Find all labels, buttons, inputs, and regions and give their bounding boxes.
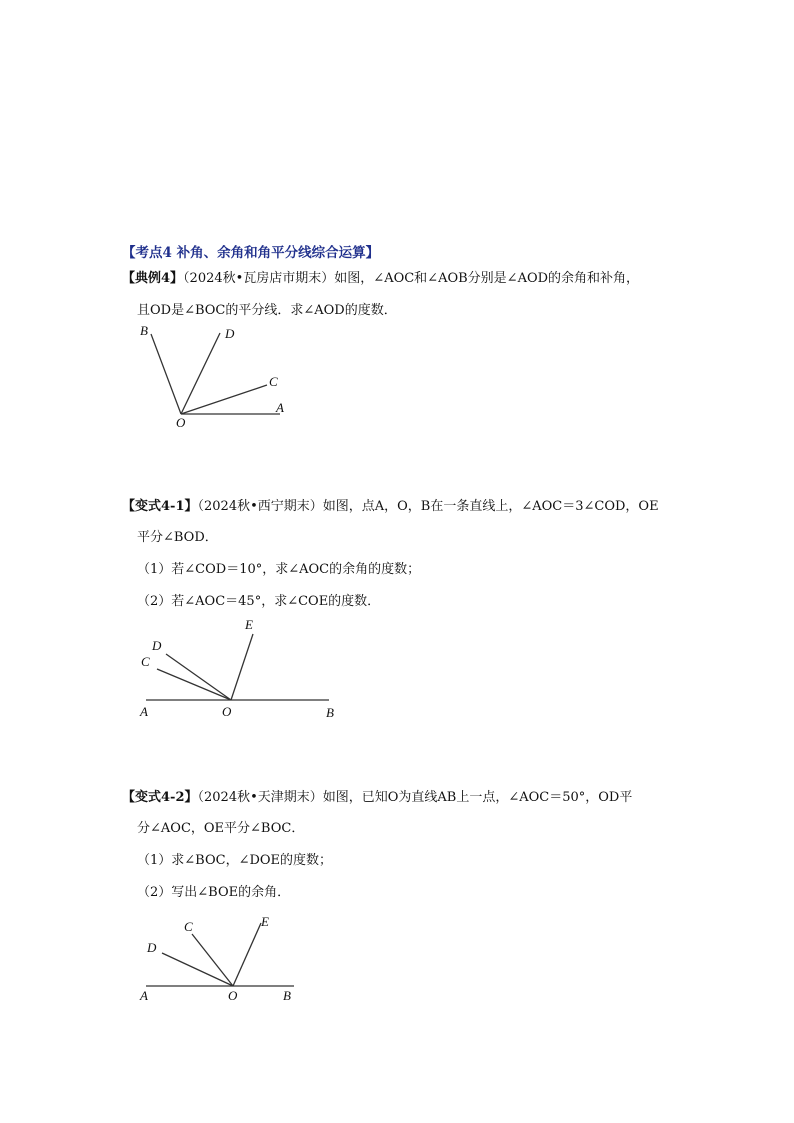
label-a: A (140, 704, 148, 719)
variant1-tag: 【变式4-1】 (122, 499, 198, 514)
variant2-question-1: （1）求∠BOC，∠DOE的度数； (137, 853, 333, 868)
label-b: B (140, 323, 148, 338)
example-text-2: 且OD是∠BOC的平分线．求∠AOD的度数． (137, 303, 397, 318)
label-d: D (147, 940, 157, 955)
ray-od (162, 953, 233, 986)
variant2-question-2: （2）写出∠BOE的余角． (137, 885, 291, 900)
label-o: O (228, 988, 238, 1003)
variant1-text-2: 平分∠BOD． (137, 530, 218, 545)
variant2-text-1: （2024秋•天津期末）如图，已知O为直线AB上一点，∠AOC＝50°，OD平 (197, 790, 633, 805)
label-o: O (176, 415, 186, 430)
variant2-line-1 (122, 789, 632, 807)
label-e: E (261, 914, 269, 929)
ray-oe (233, 923, 261, 986)
example-tag: 【典例4】 (122, 271, 184, 286)
label-d: D (152, 638, 162, 653)
variant2-text-2: 分∠AOC，OE平分∠BOC． (137, 821, 305, 836)
label-c: C (184, 919, 193, 934)
label-b: B (326, 705, 334, 720)
variant2-figure (130, 910, 310, 1010)
label-c: C (141, 654, 150, 669)
label-d: D (225, 326, 235, 341)
ray-oc (181, 385, 267, 414)
ray-od (181, 333, 220, 414)
variant1-figure (130, 612, 350, 724)
example-figure (130, 320, 300, 432)
variant1-text-1: （2024秋•西宁期末）如图，点A，O，B在一条直线上，∠AOC＝3∠COD，OE (197, 499, 659, 514)
label-b: B (283, 988, 291, 1003)
variant1-question-1: （1）若∠COD＝10°，求∠AOC的余角的度数； (137, 562, 421, 577)
ray-oe (231, 634, 253, 700)
example-line-1 (122, 270, 639, 288)
label-o: O (222, 704, 232, 719)
section-heading: 【考点4 补角、余角和角平分线综合运算】 (122, 245, 380, 261)
label-e: E (245, 617, 253, 632)
ray-ob (151, 334, 181, 414)
variant1-line-1 (122, 498, 659, 516)
example-text-1: （2024秋•瓦房店市期末）如图，∠AOC和∠AOB分别是∠AOD的余角和补角， (183, 271, 640, 286)
label-a: A (276, 400, 284, 415)
ray-oc (192, 934, 233, 986)
label-a: A (140, 988, 148, 1003)
variant2-tag: 【变式4-2】 (122, 790, 198, 805)
label-c: C (269, 374, 278, 389)
variant1-question-2: （2）若∠AOC＝45°，求∠COE的度数． (137, 594, 381, 609)
